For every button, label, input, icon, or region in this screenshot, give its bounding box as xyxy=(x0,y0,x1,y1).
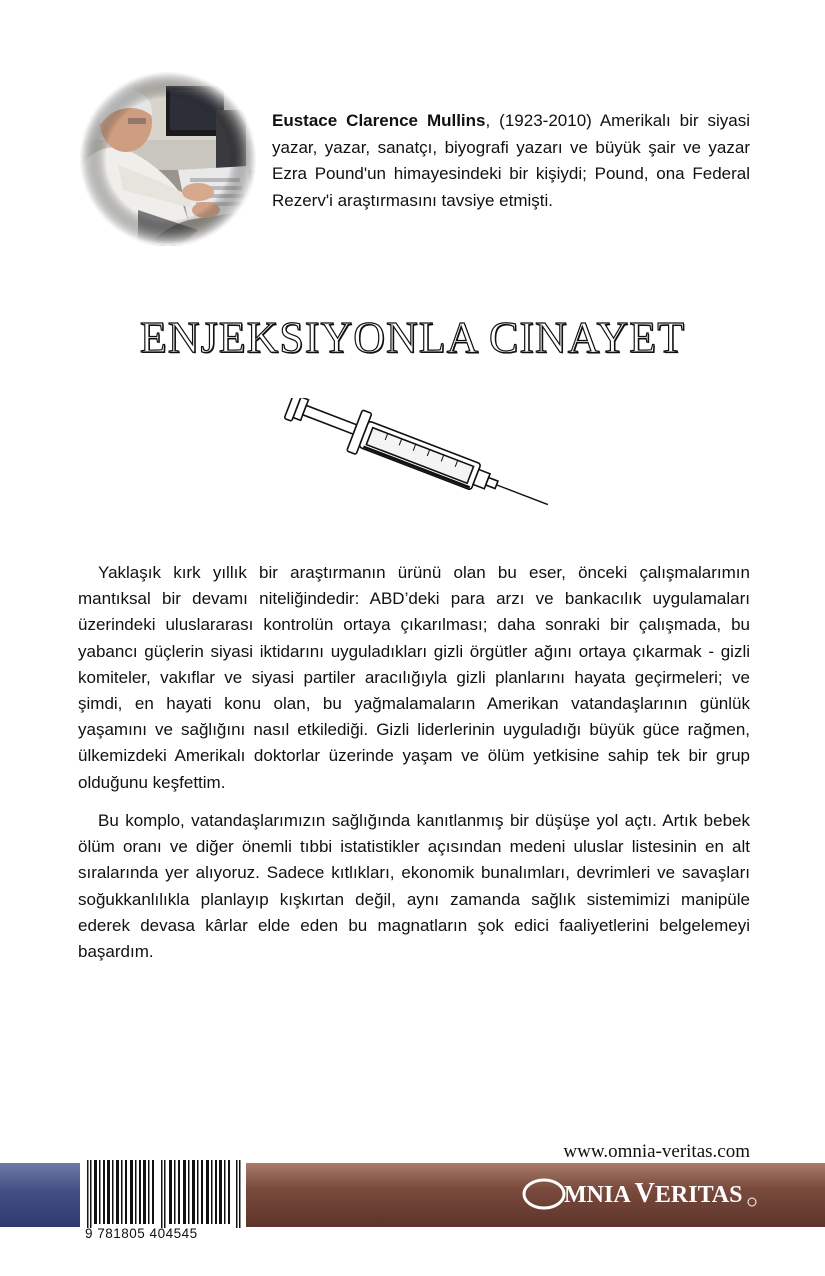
isbn-digits: 9 781805 404545 xyxy=(85,1226,198,1241)
author-name: Eustace Clarence Mullins xyxy=(272,111,486,130)
publisher-logo-text: MNIA VERITAS xyxy=(564,1178,743,1209)
publisher-logo xyxy=(520,1168,760,1216)
barcode-icon xyxy=(85,1158,243,1228)
author-bio xyxy=(272,108,750,214)
footer-band-left xyxy=(0,1163,80,1227)
body-paragraph-1: Yaklaşık kırk yıllık bir araştırmanın ürünü olan bu eser, önceki çalışmalarımın mantıksal bir devamı niteliğindedir: ABD’deki para arzı ve bankacılık uygulamaları üzerindeki uluslararası kontrolün ortaya çıkarılması; daha sonraki bir çalışmada, bu yabancı güçlerin siyasi iktidarını uyguladıkları gizli örgütler ağını ortaya çıkarmak - gizli komiteler, vakıflar ve siyasi partiler aracılığıyla gizli planlarını hayata geçirmeleri; ve şimdi, en hayati konu olan, bu yağmalamaların Amerikan vatandaşlarının günlük yaşamını ve sağlığını nasıl etkilediği. Gizli liderlerinin uyguladığı büyük güce rağmen, ülkemizdeki Amerikalı doktorlar üzerinde yaşam ve ölüm yetkisine sahip tek bir grup olduğunu keşfettim. xyxy=(78,563,750,792)
author-bio-text: , (1923-2010) Amerikalı bir siyasi yazar, yazar, sanatçı, biyografi yazarı ve büyük şair ve yazar Ezra Pound'un himayesindeki bir kişiydi; Pound, ona Federal Rezerv'i araştırmasını tavsiye etmişti. xyxy=(272,111,750,210)
syringe-illustration xyxy=(270,398,560,522)
publisher-website[interactable]: www.omnia-veritas.com xyxy=(563,1141,750,1162)
book-title-text: ENJEKSIYONLA CINAYET xyxy=(139,313,686,362)
author-photo xyxy=(78,70,258,248)
book-title xyxy=(0,312,825,363)
body-paragraph-2: Bu komplo, vatandaşlarımızın sağlığında kanıtlanmış bir düşüşe yol açtı. Artık bebek ölüm oranı ve diğer önemli tıbbi istatistikler açısından medeni uluslar listesinin en alt sıralarında yer alıyoruz. Sadece kıtlıkları, ekonomik bunalımları, devrimleri ve savaşları soğukkanlılıkla planlayıp kışkırtan değil, aynı zamanda sağlık sistemimizi manipüle ederek devasa kârlar elde eden bu magnatların şok edici faaliyetlerini belgelemeyi başardım. xyxy=(78,811,750,962)
